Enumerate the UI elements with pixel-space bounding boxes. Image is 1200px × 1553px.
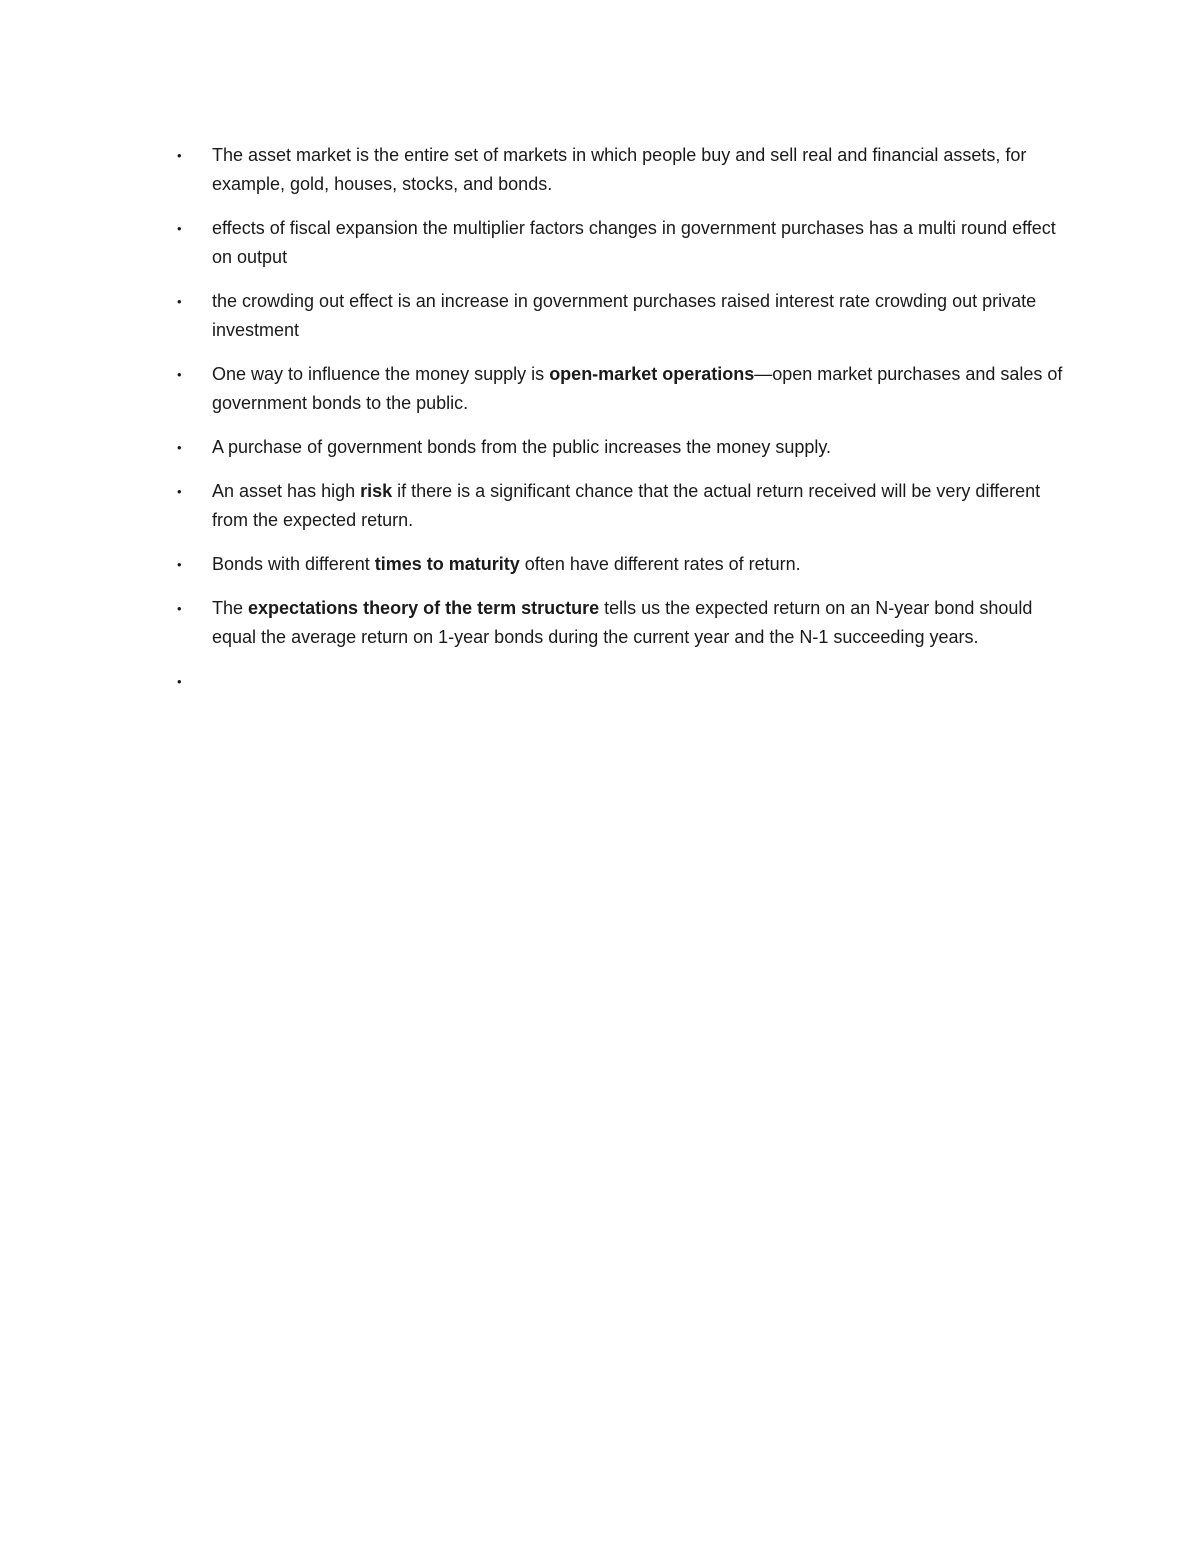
- bold-term: times to maturity: [374, 554, 520, 574]
- bullet-text: [212, 218, 1056, 267]
- bullet-marker: •: [177, 440, 182, 455]
- bullet-marker: •: [177, 557, 182, 572]
- bullet-text: [212, 554, 801, 574]
- bullet-text: [212, 291, 1036, 340]
- bullet-text: [212, 145, 1026, 194]
- bullet-text: [212, 364, 1062, 413]
- bullet-item: [172, 141, 1072, 199]
- text-segment: effects of fiscal expansion the multiplier factors changes in government purchases has a multi round effect on output: [212, 218, 1056, 267]
- bullet-text: [212, 481, 1040, 530]
- text-segment: —open market purchases and sales of government bonds to the public.: [212, 364, 1063, 413]
- text-segment: One way to influence the money supply is: [212, 364, 550, 384]
- bullet-item: [172, 287, 1072, 345]
- bullet-item: [172, 594, 1072, 652]
- text-segment: An asset has high: [212, 481, 361, 501]
- bullet-item: [172, 550, 1072, 579]
- bullet-marker: •: [177, 674, 182, 689]
- text-segment: if there is a significant chance that the actual return received will be very different from the expected return.: [212, 481, 1041, 530]
- bold-term: risk: [360, 481, 393, 501]
- bullet-item: [172, 433, 1072, 462]
- text-segment: often have different rates of return.: [519, 554, 801, 574]
- bullet-list: [172, 141, 1072, 711]
- bullet-text: [212, 437, 831, 457]
- text-segment: Bonds with different: [212, 554, 375, 574]
- bullet-text: [212, 598, 1032, 647]
- text-segment: The: [212, 598, 249, 618]
- bullet-marker: •: [177, 484, 182, 499]
- bold-term: open-market operations: [549, 364, 755, 384]
- bullet-item: [172, 214, 1072, 272]
- bullet-marker: •: [177, 148, 182, 163]
- bullet-item: [172, 667, 1072, 696]
- bullet-item: [172, 477, 1072, 535]
- bold-term: expectations theory of the term structure: [248, 598, 600, 618]
- bullet-marker: •: [177, 601, 182, 616]
- bullet-item: [172, 360, 1072, 418]
- text-segment: A purchase of government bonds from the public increases the money supply.: [212, 437, 832, 457]
- text-segment: the crowding out effect is an increase in government purchases raised interest rate crowding out private investment: [212, 291, 1037, 340]
- bullet-marker: •: [177, 294, 182, 309]
- text-segment: The asset market is the entire set of markets in which people buy and sell real and financial assets, for example, gold, houses, stocks, and bonds.: [212, 145, 1027, 194]
- bullet-marker: •: [177, 221, 182, 236]
- bullet-marker: •: [177, 367, 182, 382]
- text-segment: tells us the expected return on an N-year bond should equal the average return on 1-year bonds during the current year and the N-1 succeeding years.: [212, 598, 1033, 647]
